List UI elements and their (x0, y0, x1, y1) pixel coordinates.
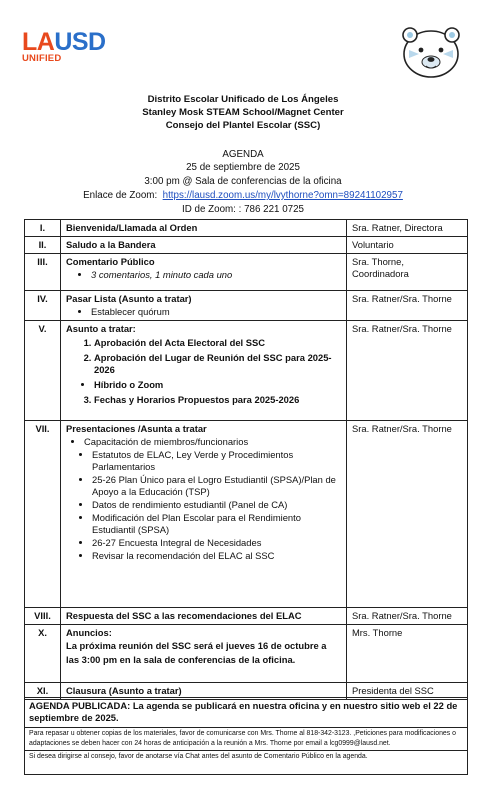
zoom-line (0, 189, 486, 203)
bullet-item: • Estatutos de ELAC, Ley Verde y Procedimientos Parlamentarios (92, 449, 341, 473)
item-number: XI. (25, 683, 61, 700)
item-content (61, 625, 347, 683)
item-presenter: Sra. Ratner/Sra. Thorne (347, 421, 468, 608)
logo-usd: USD (54, 28, 106, 56)
bullet-item: • Híbrido o Zoom (94, 379, 341, 391)
agenda-row (25, 291, 468, 321)
item-presenter: Sra. Ratner/Sra. Thorne (347, 291, 468, 321)
item-number: III. (25, 254, 61, 291)
numbered-item: 1. Aprobación del Acta Electoral del SSC (94, 337, 341, 349)
bullet-item: • Revisar la recomendación del ELAC al SSC (92, 550, 341, 562)
item-presenter: Voluntario (347, 237, 468, 254)
logo-wordmark (22, 30, 132, 55)
item-title: Presentaciones /Asunta a tratar (66, 423, 207, 434)
agenda-row (25, 321, 468, 421)
item-presenter: Sra. Ratner/Sra. Thorne (347, 321, 468, 421)
item-content (61, 421, 347, 608)
item-content (61, 254, 347, 291)
agenda-row (25, 625, 468, 683)
item-bullets (66, 269, 341, 281)
item-title: Saludo a la Bandera (61, 237, 347, 254)
bullet-item: • 3 comentarios, 1 minuto cada uno (91, 269, 341, 281)
logo-la: LA (22, 28, 55, 56)
agenda-row (25, 220, 468, 237)
bullet-item: • Establecer quórum (91, 306, 341, 318)
item-number: II. (25, 237, 61, 254)
item-content (61, 291, 347, 321)
agenda-row (25, 608, 468, 625)
bullet-item: • 26-27 Encuesta Integral de Necesidades (92, 537, 341, 549)
item-presenter: Sra. Ratner, Directora (347, 220, 468, 237)
meeting-date: 25 de septiembre de 2025 (186, 162, 300, 173)
item-presenter: Presidenta del SSC (347, 683, 468, 700)
item-number: V. (25, 321, 61, 421)
logo-unified: UNIFIED (22, 53, 62, 64)
item-title: Bienvenida/Llamada al Orden (61, 220, 347, 237)
published-notice: AGENDA PUBLICADA: La agenda se publicará en nuestra oficina y en nuestro sitio web el 22 de septiembre de 2025. (25, 698, 467, 728)
agenda-row (25, 237, 468, 254)
bullet-item: • Datos de rendimiento estudiantil (Panel de CA) (92, 499, 341, 511)
zoom-link[interactable]: https://lausd.zoom.us/my/lvythorne?omn=89241102957 (162, 190, 403, 201)
item-title: Pasar Lista (Asunto a tratar) (66, 293, 192, 304)
numbered-item: 2. Aprobación del Lugar de Reunión del SSC para 2025-2026 (94, 352, 341, 376)
meeting-time: 3:00 pm @ Sala de conferencias de la oficina (144, 176, 342, 187)
bullet-item: • 25-26 Plan Único para el Logro Estudiantil (SPSA)/Plan de Apoyo a la Educación (TSP) (92, 474, 341, 498)
item-title: Clausura (Asunto a tratar) (61, 683, 347, 700)
item-title: Comentario Público (66, 256, 155, 267)
item-presenter: Sra. Thorne, Coordinadora (347, 254, 468, 291)
item-title: Asunto a tratar: (66, 323, 136, 334)
item-bullets (66, 306, 341, 318)
item-bullets (66, 449, 341, 562)
bear-mascot-logo (397, 20, 465, 82)
agenda-title: AGENDA (222, 149, 264, 160)
school-name: Stanley Mosk STEAM School/Magnet Center (142, 107, 344, 118)
item-numbered-list (66, 337, 341, 406)
item-number: VII. (25, 421, 61, 608)
item-presenter: Mrs. Thorne (347, 625, 468, 683)
council-name: Consejo del Plantel Escolar (SSC) (165, 120, 321, 131)
zoom-id: ID de Zoom: : 786 221 0725 (182, 204, 304, 215)
item-number: I. (25, 220, 61, 237)
item-number: X. (25, 625, 61, 683)
bullet-item: • Capacitación de miembros/funcionarios (84, 436, 341, 448)
district-name: Distrito Escolar Unificado de Los Ángeles (147, 94, 339, 105)
footer-notes (24, 697, 468, 775)
agenda-row (25, 254, 468, 291)
lausd-logo (22, 30, 132, 64)
item-content (61, 321, 347, 421)
item-presenter: Sra. Ratner/Sra. Thorne (347, 608, 468, 625)
item-title: Anuncios: (66, 627, 112, 638)
item-number: VIII. (25, 608, 61, 625)
item-lead-bullet (66, 436, 341, 448)
numbered-item: 3. Fechas y Horarios Propuestos para 2025-2026 (94, 394, 341, 406)
agenda-table (24, 219, 468, 700)
bullet-item: • Modificación del Plan Escolar para el Rendimiento Estudiantil (SPSA) (92, 512, 341, 536)
chat-note: Si desea dirigirse al consejo, favor de anotarse vía Chat antes del asunto de Comentario Público en la agenda. (25, 750, 467, 763)
item-title: Respuesta del SSC a las recomendaciones del ELAC (61, 608, 347, 625)
materials-note: Para repasar u obtener copias de los materiales, favor de comunicarse con Mrs. Thorne al 818-342-3123. ,Peticiones para modificaciones o adaptaciones se deben hacer con 24 horas de anticipación a la reunión a Mrs. Thorne por email a lcg0999@lausd.net. (29, 730, 456, 747)
zoom-label: Enlace de Zoom: (83, 190, 158, 201)
item-number: IV. (25, 291, 61, 321)
announcement-text: La próxima reunión del SSC será el jueves 16 de octubre a las 3:00 pm en la sala de conferencias de la oficina. (66, 640, 327, 665)
agenda-row (25, 421, 468, 608)
